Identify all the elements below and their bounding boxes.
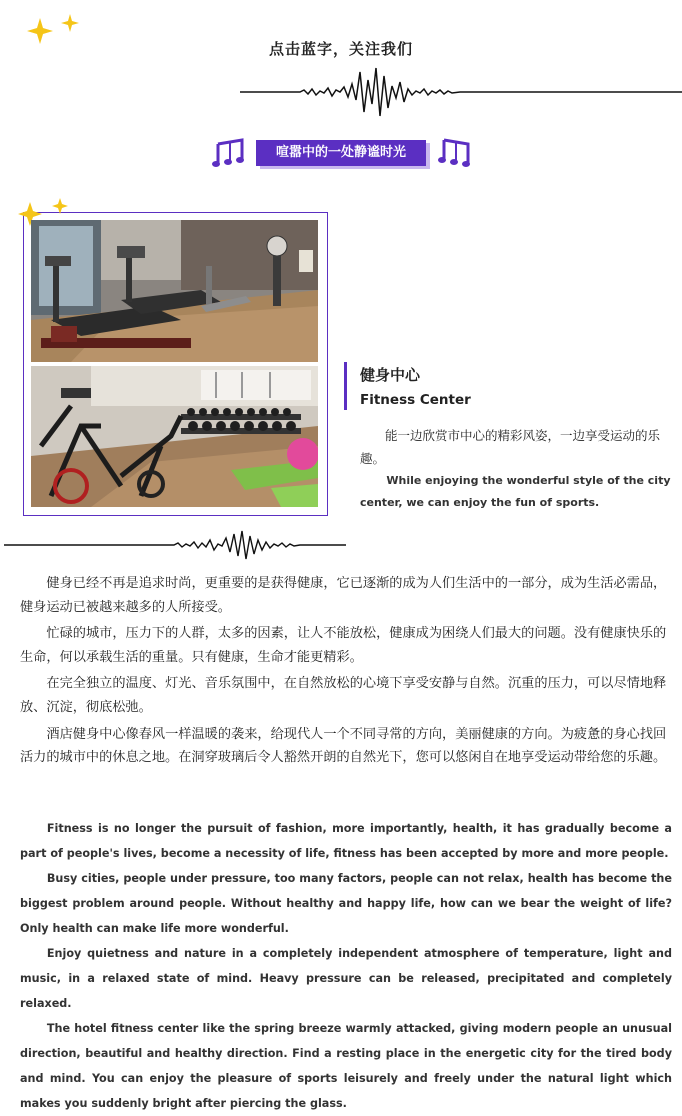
feature-title-cn: 健身中心 [360,366,421,384]
sound-wave-divider [4,528,346,562]
paragraph-cn: 酒店健身中心像春风一样温暖的袭来，给现代人一个不同寻常的方向，美丽健康的方向。为疲惫的身心找回活力的城市中的休息之地。在洞穿玻璃后令人豁然开朗的自然光下，您可以悠闲自在地享受运动带给您的乐趣。 [20,726,667,766]
feature-desc-cn: 能一边欣赏市中心的精彩风姿，一边享受运动的乐趣。 [360,428,661,466]
gym-bikes-dumbbells-photo [31,366,318,507]
sound-wave-divider [240,62,682,122]
paragraph-en: Busy cities, people under pressure, too many factors, people can not relax, health has become the biggest problem around people. Without healthy and happy life, how can we bear the weight of life? Only health can make life more wonderful. [20,872,672,935]
music-note-icon [212,138,248,170]
paragraph-en: Enjoy quietness and nature in a completely independent atmosphere of temperature, light and music, in a relaxed state of mind. Heavy pressure can be released, precipitated and completely relaxed. [20,947,672,1010]
feature-desc-en: While enjoying the wonderful style of the city center, we can enjoy the fun of sports. [360,474,671,509]
follow-us-heading: 点击蓝字，关注我们 [268,40,413,58]
paragraph-cn: 在完全独立的温度、灯光、音乐氛围中，在自然放松的心境下享受安静与自然。沉重的压力，可以尽情地释放、沉淀，彻底松弛。 [20,676,667,715]
feature-title-en: Fitness Center [360,392,471,408]
music-note-icon [438,138,474,170]
body-text-cn [20,572,670,773]
section-banner [212,136,474,172]
gym-treadmill-photo [31,220,318,362]
paragraph-cn: 忙碌的城市，压力下的人群，太多的因素，让人不能放松，健康成为困绕人们最大的问题。没有健康快乐的生命，何以承载生活的重量。只有健康，生命才能更精彩。 [20,626,667,665]
body-text-en [20,816,672,1116]
paragraph-en: The hotel fitness center like the spring breeze warmly attacked, giving modern people an unusual direction, beautiful and healthy direction. Find a resting place in the energetic city for the tired body and mind. You can enjoy the pleasure of sports leisurely and freely under the natural light which makes you suddenly bright after piercing the glass. [20,1022,672,1110]
paragraph-en: Fitness is no longer the pursuit of fashion, more importantly, health, it has gradually become a part of people's lives, become a necessity of life, fitness has been accepted by more and more people. [20,822,672,860]
paragraph-cn: 健身已经不再是追求时尚，更重要的是获得健康，它已逐渐的成为人们生活中的一部分，成为生活必需品，健身运动已被越来越多的人所接受。 [20,576,667,615]
accent-bar [344,362,347,410]
banner-label: 喧嚣中的一处静谧时光 [256,140,426,166]
